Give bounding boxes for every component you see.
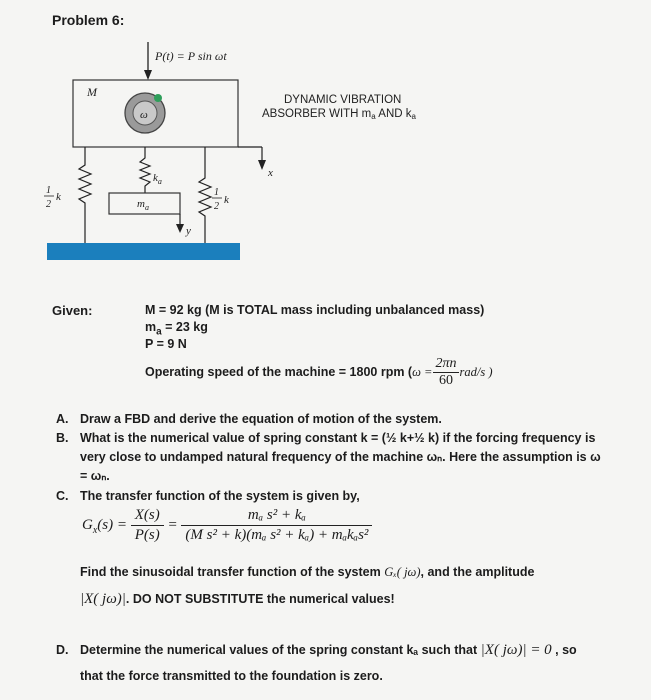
given-absorber-mass: $m_a = 23$ kg: [145, 320, 208, 338]
question-b-line1: What is the numerical value of spring constant k = (½ k+½ k) if the forcing frequency is: [80, 431, 596, 445]
question-c-amplitude: |X( jω)|. DO NOT SUBSTITUTE the numerical values!: [80, 591, 395, 607]
given-force: P = 9 N: [145, 337, 187, 351]
force-arrow-head: [144, 70, 152, 80]
left-spring-half-den: 2: [46, 199, 51, 210]
question-c-label: C.: [56, 489, 69, 503]
question-b-label: B.: [56, 431, 69, 445]
question-a-text: Draw a FBD and derive the equation of motion of the system.: [80, 412, 442, 426]
x-arrow-head: [258, 160, 266, 170]
left-spring-half-num: 1: [46, 185, 51, 196]
question-b-line2: very close to undamped natural frequency of the machine ωₙ. Here the assumption is ω: [80, 450, 601, 464]
y-arrow-head: [176, 224, 184, 233]
given-label: Given:: [52, 303, 93, 318]
ka-label: $k_a$: [153, 172, 162, 186]
absorber-spring: [140, 147, 150, 193]
transfer-function: $G_x(s)$ = $\frac{X(s)}{P(s)}$ = $\frac{\text{mₐ s² + kₐ}}{\text{(M s² + k)(mₐ s² + kₐ) + mₐkₐs²}}$: [82, 507, 372, 544]
question-d-line1: Determine the numerical values of the spring constant kₐ such that |X( jω)| = 0 , so: [80, 642, 577, 658]
given-speed: Operating speed of the machine = 1800 rpm (ω = $\frac{2\pi n}{60}$ rad/s ): [145, 356, 493, 388]
left-spring-k: k: [56, 191, 61, 203]
question-a-label: A.: [56, 412, 69, 426]
mass-label: M: [87, 85, 97, 99]
rotor-unbalance-dot: [154, 94, 162, 102]
given-mass: M = 92 kg (M is TOTAL mass including unbalanced mass): [145, 303, 485, 317]
left-spring: [79, 147, 91, 243]
absorber-title-line2: ABSORBER WITH ma AND ka: [262, 108, 416, 121]
question-d-line2: that the force transmitted to the foundation is zero.: [80, 669, 383, 683]
right-spring-half-den: 2: [214, 201, 219, 212]
problem-title: Problem 6:: [52, 12, 125, 28]
absorber-title-line1: DYNAMIC VIBRATION: [284, 94, 402, 106]
omega-label: ω: [140, 109, 148, 121]
ground-foundation: [47, 243, 240, 260]
force-label: P(t) = P sin ωt: [155, 49, 227, 63]
question-c-text: The transfer function of the system is given by,: [80, 489, 360, 503]
right-spring-k: k: [224, 194, 229, 206]
question-b-line3: = ωₙ.: [80, 469, 110, 483]
question-d-label: D.: [56, 643, 69, 657]
question-c-find: Find the sinusoidal transfer function of the system Gₓ( jω), and the amplitude: [80, 565, 535, 579]
right-spring-half-num: 1: [214, 187, 219, 198]
absorber-diagram: [0, 0, 651, 290]
right-spring: [199, 147, 211, 243]
y-label: y: [186, 225, 191, 237]
x-label: x: [268, 167, 273, 179]
ma-label: $m_a$: [137, 198, 149, 212]
